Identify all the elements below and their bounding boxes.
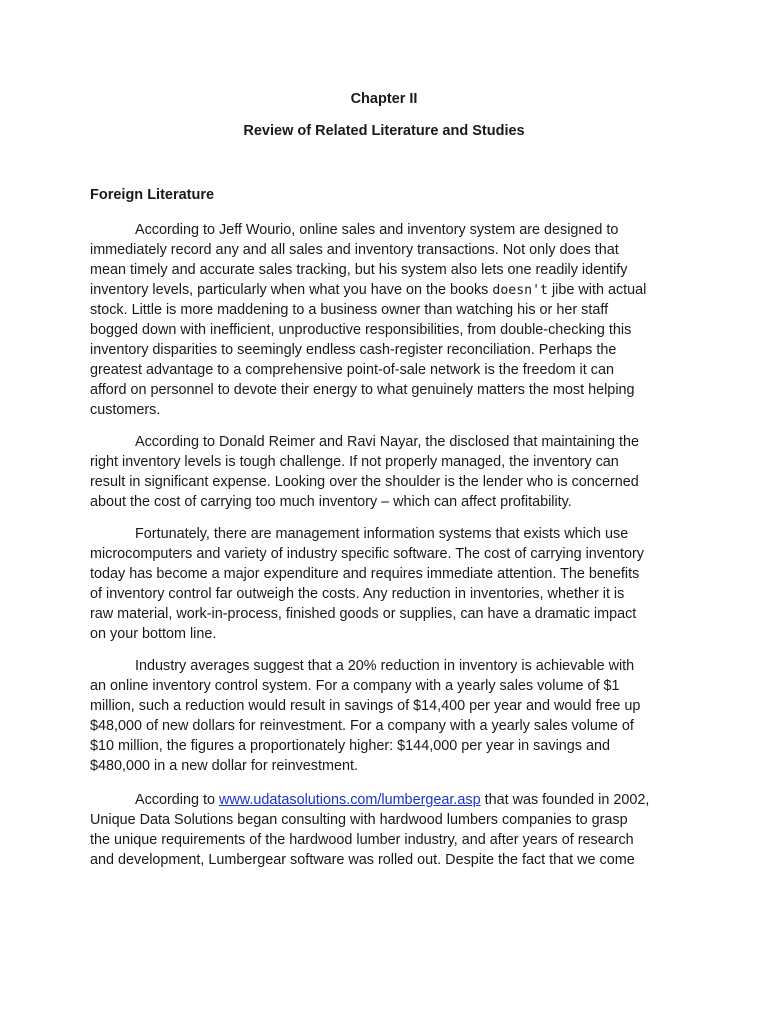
udatasolutions-link[interactable]: www.udatasolutions.com/lumbergear.asp	[219, 792, 481, 808]
text-line: Industry averages suggest that a 20% reduction in inventory is achievable with	[135, 658, 635, 674]
text-line: bogged down with inefficient, unproductive responsibilities, from double-checking this	[90, 322, 632, 338]
text-line: customers.	[90, 402, 161, 418]
text-line: and development, Lumbergear software was rolled out. Despite the fact that we come	[90, 852, 635, 868]
text-line: immediately record any and all sales and inventory transactions. Not only does that	[90, 242, 619, 258]
paragraph-industry-averages	[90, 656, 680, 776]
text-line: inventory disparities to seemingly endless cash-register reconciliation. Perhaps the	[90, 342, 617, 358]
paragraph-udatasolutions	[90, 790, 680, 870]
monospace-word: doesn't	[492, 283, 548, 298]
text-line: raw material, work-in-process, finished goods or supplies, can have a dramatic impact	[90, 606, 637, 622]
text-line: According to Jeff Wourio, online sales and inventory system are designed to	[135, 222, 619, 238]
text-line: result in significant expense. Looking over the shoulder is the lender who is concerned	[90, 474, 639, 490]
text-line: an online inventory control system. For a company with a yearly sales volume of $1	[90, 678, 620, 694]
text-line: mean timely and accurate sales tracking, but his system also lets one readily identify	[90, 262, 628, 278]
chapter-subtitle: Review of Related Literature and Studies	[243, 123, 525, 139]
text-line: the unique requirements of the hardwood lumber industry, and after years of research	[90, 832, 634, 848]
paragraph-mis	[90, 524, 680, 644]
text-line	[90, 790, 680, 810]
text-line: $10 million, the figures a proportionately higher: $144,000 per year in savings and	[90, 738, 610, 754]
paragraph-reimer-nayar	[90, 432, 680, 512]
text-fragment: According to	[135, 792, 219, 808]
text-line: According to Donald Reimer and Ravi Nayar, the disclosed that maintaining the	[135, 434, 639, 450]
text-line: million, such a reduction would result in savings of $14,400 per year and would free up	[90, 698, 641, 714]
section-heading: Foreign Literature	[90, 187, 215, 203]
paragraph-wourio	[90, 220, 680, 420]
text-line: right inventory levels is tough challenge. If not properly managed, the inventory can	[90, 454, 619, 470]
text-line: greatest advantage to a comprehensive point-of-sale network is the freedom it can	[90, 362, 614, 378]
text-line: on your bottom line.	[90, 626, 217, 642]
text-line: $480,000 in a new dollar for reinvestment.	[90, 758, 358, 774]
text-line: $48,000 of new dollars for reinvestment. For a company with a yearly sales volume of	[90, 718, 634, 734]
text-line: Unique Data Solutions began consulting with hardwood lumbers companies to grasp	[90, 812, 628, 828]
text-line: stock. Little is more maddening to a business owner than watching his or her staff	[90, 302, 609, 318]
text-fragment: that was founded in 2002,	[480, 792, 650, 808]
text-fragment: inventory levels, particularly when what you have on the books	[90, 282, 493, 298]
text-line: microcomputers and variety of industry specific software. The cost of carrying inventory	[90, 546, 644, 562]
text-line: afford on personnel to devote their energy to what genuinely matters the most helping	[90, 382, 635, 398]
text-line: of inventory control far outweigh the costs. Any reduction in inventories, whether it is	[90, 586, 625, 602]
text-line	[90, 280, 680, 300]
text-fragment: jibe with actual	[547, 282, 647, 298]
text-line: Fortunately, there are management information systems that exists which use	[135, 526, 629, 542]
chapter-title: Chapter II	[350, 91, 418, 107]
text-line: about the cost of carrying too much inventory – which can affect profitability.	[90, 494, 572, 510]
text-line: today has become a major expenditure and requires immediate attention. The benefits	[90, 566, 640, 582]
